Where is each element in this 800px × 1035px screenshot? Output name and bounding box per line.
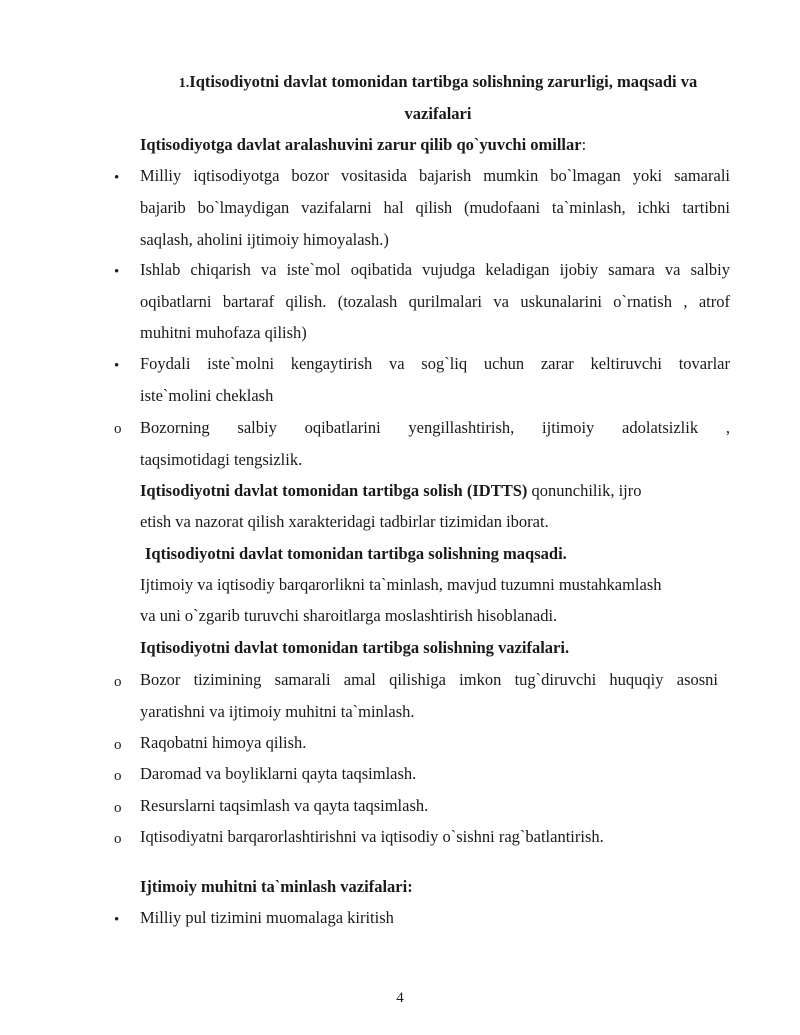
list-item-line: Daromad va boyliklarni qayta taqsimlash. bbox=[140, 764, 417, 783]
bullet-marker: • bbox=[114, 264, 120, 280]
list-item-line: bajarib bo`lmaydigan vazifalarni hal qilish (mudofaani ta`minlash, ichki tartibni bbox=[140, 198, 730, 217]
list-item-line: Resurslarni taqsimlash va qayta taqsimlash. bbox=[140, 796, 429, 815]
maqsad-line: va uni o`zgarib turuvchi sharoitlarga moslashtirish hisoblanadi. bbox=[140, 606, 558, 625]
bullet-marker: • bbox=[114, 358, 120, 374]
bullet-marker: • bbox=[114, 170, 120, 186]
list-item-line: Bozorning salbiy oqibatlarini yengillashtirish, ijtimoiy adolatsizlik , bbox=[140, 418, 730, 437]
idtts-definition-line-2: etish va nazorat qilish xarakteridagi tadbirlar tizimidan iborat. bbox=[140, 512, 549, 531]
circle-marker: o bbox=[114, 768, 122, 784]
circle-marker: o bbox=[114, 674, 122, 690]
omillar-heading-text: Iqtisodiyotga davlat aralashuvini zarur qilib qo`yuvchi omillar bbox=[140, 135, 582, 154]
idtts-definition-line-1 bbox=[140, 481, 642, 501]
list-item-line: Raqobatni himoya qilish. bbox=[140, 733, 307, 752]
bullet-marker: • bbox=[114, 912, 120, 928]
maqsad-line: Ijtimoiy va iqtisodiy barqarorlikni ta`minlash, mavjud tuzumni mustahkamlash bbox=[140, 575, 662, 594]
list-item-line: Bozor tizimining samarali amal qilishiga imkon tug`diruvchi huquqiy asosni bbox=[140, 670, 718, 689]
list-item-line: Milliy iqtisodiyotga bozor vositasida bajarish mumkin bo`lmagan yoki samarali bbox=[140, 166, 730, 185]
page-number: 4 bbox=[396, 990, 404, 1006]
maqsad-heading: Iqtisodiyotni davlat tomonidan tartibga solishning maqsadi. bbox=[145, 544, 567, 563]
circle-marker: o bbox=[114, 737, 122, 753]
idtts-term: Iqtisodiyotni davlat tomonidan tartibga solish (IDTTS) bbox=[140, 481, 528, 500]
list-item-line: taqsimotidagi tengsizlik. bbox=[140, 450, 303, 469]
section-title-line-2: vazifalari bbox=[404, 104, 472, 123]
list-item-line: Foydali iste`molni kengaytirish va sog`liq uchun zarar keltiruvchi tovarlar bbox=[140, 354, 730, 373]
list-item-line: iste`molini cheklash bbox=[140, 386, 274, 405]
circle-marker: o bbox=[114, 831, 122, 847]
section-title-line-1 bbox=[148, 72, 728, 94]
ijtimoiy-heading: Ijtimoiy muhitni ta`minlash vazifalari: bbox=[140, 877, 413, 896]
idtts-text: qonunchilik, ijro bbox=[527, 481, 642, 500]
omillar-heading bbox=[140, 135, 586, 155]
list-item-line: Iqtisodiyatni barqarorlashtirishni va iqtisodiy o`sishni rag`batlantirish. bbox=[140, 827, 604, 846]
vazifalar-heading: Iqtisodiyotni davlat tomonidan tartibga solishning vazifalari. bbox=[140, 638, 570, 657]
omillar-heading-colon: : bbox=[581, 135, 587, 154]
list-item-line: Milliy pul tizimini muomalaga kiritish bbox=[140, 908, 394, 927]
list-item-line: muhitni muhofaza qilish) bbox=[140, 323, 307, 342]
list-item-line: saqlash, aholini ijtimoiy himoyalash.) bbox=[140, 230, 389, 249]
circle-marker: o bbox=[114, 800, 122, 816]
list-item-line: Ishlab chiqarish va iste`mol oqibatida vujudga keladigan ijobiy samara va salbiy bbox=[140, 260, 730, 279]
section-title-text: Iqtisodiyotni davlat tomonidan tartibga solishning zarurligi, maqsadi va bbox=[189, 72, 698, 91]
section-number: 1. bbox=[178, 76, 190, 91]
list-item-line: oqibatlarni bartaraf qilish. (tozalash qurilmalari va uskunalarini o`rnatish , atrof bbox=[140, 292, 730, 311]
list-item-line: yaratishni va ijtimoiy muhitni ta`minlash. bbox=[140, 702, 415, 721]
circle-marker: o bbox=[114, 421, 122, 437]
